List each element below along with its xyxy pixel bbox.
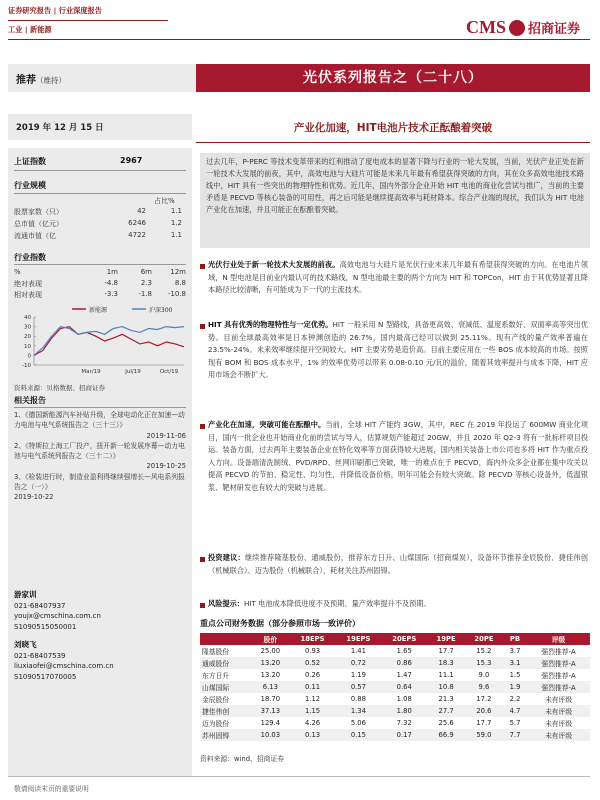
table-cell: 强烈推荐-A [527, 657, 590, 669]
table-row [200, 705, 590, 717]
table-cell: 9.6 [465, 681, 503, 693]
table-cell: 0.88 [350, 695, 366, 703]
bullet-5 [208, 598, 588, 611]
related-title: 相关报告 [14, 396, 46, 405]
bullet-1 [208, 259, 588, 297]
table-cell: 0.17 [381, 729, 427, 741]
table-cell: 0.52 [290, 657, 336, 669]
table-cell: 6.13 [251, 681, 289, 693]
bullet-heading: 产业化在加速，突破可能在酝酿中。 [208, 420, 326, 429]
analyst-phone: 021-68407539 [14, 651, 66, 660]
scale-table [14, 207, 186, 243]
scale-row-pct: 1.1 [170, 231, 182, 239]
y-tick-label: -10 [22, 363, 31, 369]
table-cell: 2.2 [509, 695, 521, 703]
cms-logo [466, 17, 580, 38]
table-cell: 强烈推荐-A [541, 648, 576, 656]
bullet-square-icon [200, 324, 205, 329]
table-cell: 未有评级 [527, 729, 590, 741]
scale-row [14, 207, 186, 219]
table-cell: 3.1 [503, 657, 527, 669]
perf-row [14, 279, 186, 290]
table-cell: 13.20 [251, 657, 289, 669]
table-header-cell [200, 633, 251, 645]
scale-col-header: 占比% [154, 197, 175, 205]
scale-row-value: 6246 [128, 219, 146, 227]
table-cell: 5.7 [509, 719, 521, 727]
table-cell: 0.86 [381, 657, 427, 669]
perf-value: -10.8 [167, 290, 186, 298]
table-cell: 通威股份 [200, 657, 251, 669]
table-cell: 7.32 [396, 719, 412, 727]
report-type: 证券研究报告 | 行业深度报告 [8, 6, 102, 15]
scale-row [14, 231, 186, 243]
table-cell: 0.26 [304, 671, 321, 679]
perf-value: -4.8 [104, 279, 118, 287]
table-cell: 隆基股份 [202, 648, 230, 656]
table-cell: 迈为股份 [202, 720, 230, 728]
table-cell: 25.6 [438, 719, 454, 727]
table-row [200, 645, 590, 657]
table-row [200, 669, 590, 681]
table-cell: 1.5 [509, 671, 521, 679]
table-cell: 37.13 [251, 705, 289, 717]
table-cell: 0.15 [335, 729, 381, 741]
perf-row-label: 绝对表现 [14, 280, 42, 288]
table-cell: 强烈推荐-A [527, 681, 590, 693]
table-cell: 9.0 [478, 671, 490, 679]
table-cell: 129.4 [260, 719, 281, 727]
scale-row-label: 流通市值（亿 [14, 232, 56, 240]
sidebar-divider [14, 170, 186, 171]
y-tick-label: 30 [24, 324, 31, 331]
table-cell: 4.26 [304, 719, 321, 727]
industry-label: 工业 | 新能源 [8, 25, 52, 34]
table-cell: 1.65 [396, 647, 412, 655]
bullet-heading: HIT 具有优秀的物理特性与一定优势。 [208, 320, 333, 329]
table-row [200, 681, 590, 693]
logo-emblem-icon [509, 20, 525, 36]
table-cell: 金辰股份 [202, 696, 230, 704]
company-financials-table [200, 633, 590, 741]
table-cell: 0.93 [304, 647, 321, 655]
related-report-date: 2019-11-06 [146, 431, 186, 440]
index-value: 2967 [120, 156, 143, 165]
table-cell: 强烈推荐-A [541, 672, 576, 680]
table-cell: 17.2 [476, 695, 492, 703]
summary-box: 过去几年，P-PERC 等技术变革带来的红利推动了度电成本的显著下降与行业的一轮大发展，当前，光伏产业正处在新一轮技术大发展的前夜，其中，高效电池与大硅片可能是未来几年最有希望获得突破的方向，其在众多高效电池技术路线中，HIT 具有一些突出的物理特性和优势。近几年，国内外部分企业开始 HIT 电池的商业化尝试与推广，当前的主要矛盾是 PECVD 等核心装备的可用性，再之后可能是继续提高效率与耗材降本。综合产业端的现状，我们认为 HIT 电池产业化在加速，并且可能正在酝酿着突破。 [200, 153, 590, 248]
perf-value: -3.3 [104, 290, 118, 298]
perf-col: 1m [106, 268, 118, 276]
table-cell: 0.11 [290, 681, 336, 693]
perf-value: -1.8 [138, 290, 152, 298]
perf-col: 6m [140, 268, 152, 276]
table-cell: 11.1 [438, 671, 454, 679]
table-cell: 15.2 [476, 647, 492, 655]
table-cell: 0.13 [290, 729, 336, 741]
logo-cn-text: 招商证券 [528, 22, 581, 37]
table-cell: 17.7 [438, 647, 454, 655]
table-cell: 1.47 [396, 671, 412, 679]
bullet-heading: 投资建议： [208, 553, 245, 562]
perf-row-label: 相对表现 [14, 291, 42, 299]
x-tick-label: Mar/19 [81, 369, 101, 375]
related-report-link[interactable]: 3、《检装进行时，制造业盈利得继续强增长—风电系列报告之（一）》 [14, 472, 185, 492]
perf-col: 12m [170, 268, 186, 276]
table-cell: 5.06 [350, 719, 366, 727]
table-row [200, 657, 590, 669]
bullet-2 [208, 319, 588, 382]
report-title: 光伏系列报告之（二十八） [303, 70, 483, 86]
table-header-cell: 评级 [527, 633, 590, 645]
table-cell: 25.00 [260, 647, 281, 655]
analyst-email[interactable]: youjx@cmschina.com.cn [14, 612, 101, 620]
table-cell: 4.7 [503, 705, 527, 717]
table-header-cell: 股价 [251, 633, 289, 645]
table-cell: 10.03 [251, 729, 289, 741]
x-tick-label: Oct/19 [159, 369, 179, 375]
table-cell: 7.7 [503, 729, 527, 741]
table-header-cell: 19EPS [335, 633, 381, 645]
perf-rule [14, 264, 186, 265]
rating [16, 71, 66, 86]
bullet-text: HIT 一般采用 N 型路线，具备更高效、衰减低、温度系数好、双面率高等突出优势。目前全球最高效率是日本钟渊创造的 26.7%，国内最高已经可以做到 25.11%。现有产线的量产效率普遍在 23.5%-24%。未来效率继续提升空间较大。HIT 主要劣势是造价高。目前主要应用在一些 BOS 成本较高的市场。按照现有 BOM 和 BOS 成本水平，1% 的效率优势可以带来 0.08-0.10 元/瓦的溢价，随着其效率提升与成本下降，HIT 应用市场会不断扩大。 [208, 320, 588, 380]
table-row [200, 693, 590, 705]
header-rule [8, 39, 590, 40]
scale-rule [14, 193, 186, 194]
table-cell: 59.0 [465, 729, 503, 741]
header-divider [8, 20, 168, 21]
scale-row-pct: 1.2 [170, 219, 182, 227]
index-performance-chart [12, 303, 190, 377]
perf-value: 2.3 [140, 279, 152, 287]
table-cell: 未有评级 [544, 720, 573, 728]
table-cell: 10.8 [427, 681, 465, 693]
related-report-date: 2019-10-25 [146, 462, 186, 471]
subtitle-rule [196, 142, 590, 143]
table-cell: 1.34 [335, 705, 381, 717]
analyst-license: S1090515050001 [14, 622, 77, 631]
table-cell: 未有评级 [544, 696, 573, 704]
related-rule [14, 407, 186, 408]
table-cell: 0.64 [381, 681, 427, 693]
perf-header-row [14, 268, 186, 279]
table-cell: 未有评级 [527, 705, 590, 717]
index-label: 上证指数 [14, 157, 46, 166]
table-cell: 1.9 [503, 681, 527, 693]
table-header-cell: 18EPS [290, 633, 336, 645]
table-cell: 13.20 [260, 671, 281, 679]
scale-row-value: 4722 [128, 231, 146, 239]
table-cell: 17.7 [476, 719, 492, 727]
table-cell: 0.57 [335, 681, 381, 693]
table-row [200, 729, 590, 741]
bullet-3 [208, 419, 588, 495]
related-list [14, 410, 186, 503]
bullet-square-icon [200, 557, 205, 562]
related-report-date: 2019-10-22 [14, 493, 54, 502]
legend-label: 新能源 [89, 307, 108, 314]
report-subtitle: 产业化加速，HIT电池片技术正酝酿着突破 [293, 122, 493, 134]
scale-title: 行业规模 [14, 181, 46, 190]
analyst-license: S1090517070005 [14, 672, 77, 681]
y-tick-label: 20 [24, 334, 31, 341]
perf-title: 行业指数 [14, 253, 46, 262]
table-cell: 山煤国际 [200, 681, 251, 693]
bullet-heading: 风险提示： [208, 599, 244, 608]
table-header-row [200, 633, 590, 645]
table-cell: 3.7 [509, 647, 521, 655]
bullet-text: 高效电池与大硅片是光伏行业未来几年最有希望获得突破的方向。在电池片领域，N 型电池是目前业内最认可的技术路线，N 型电池最主要的两个方向为 HIT 和 TOPCon，HIT 由于其优势显著且降本路径比较清晰，有可能成为下一代的主流技术。 [208, 260, 588, 295]
scale-row-value: 42 [137, 207, 146, 215]
legend-label: 沪深300 [149, 307, 173, 314]
table-cell: 1.15 [290, 705, 336, 717]
analyst-name: 刘晓飞 [14, 640, 37, 649]
table-cell: 1.08 [396, 695, 412, 703]
table-cell: 18.3 [427, 657, 465, 669]
table-source: 资料来源：wind、招商证券 [200, 755, 285, 763]
perf-row [14, 290, 186, 301]
table-row [200, 717, 590, 729]
chart-source: 资料来源：贝格数据、招商证券 [14, 384, 105, 392]
y-tick-label: 0 [27, 353, 31, 360]
scale-row [14, 219, 186, 231]
logo-cms-text: CMS [466, 17, 506, 37]
perf-value: 8.8 [174, 279, 186, 287]
y-tick-label: 10 [24, 343, 31, 350]
table-cell: 1.19 [350, 671, 366, 679]
analyst-phone: 021-68407937 [14, 601, 66, 610]
table-cell: 18.70 [260, 695, 281, 703]
footer-note: 敬请阅读末页的重要说明 [14, 785, 89, 793]
table-cell: 1.41 [350, 647, 366, 655]
bullet-square-icon [200, 264, 205, 269]
scale-row-pct: 1.1 [170, 207, 182, 215]
bullet-text: 继续推荐隆基股份、通威股份，推荐东方日升、山煤国际（招商煤炭），设备环节推荐金辰股份、捷佳伟创（机械联合）、迈为股份（机械联合），耗材关注苏州固锝。 [208, 553, 588, 575]
scale-row-label: 总市值（亿元） [14, 220, 63, 228]
table-header-cell: 19PE [427, 633, 465, 645]
report-date: 2019 年 12 月 15 日 [16, 123, 104, 133]
bullet-square-icon [200, 424, 205, 429]
perf-table [14, 268, 186, 301]
analysts [14, 590, 186, 682]
scale-row-label: 股票家数（只） [14, 208, 63, 216]
table-cell: 苏州固锝 [200, 729, 251, 741]
y-tick-label: 40 [24, 315, 31, 321]
bullet-heading: 光伏行业处于新一轮技术大发展的前夜。 [208, 260, 340, 269]
table-cell: 东方日升 [202, 672, 230, 680]
table-cell: 捷佳伟创 [200, 705, 251, 717]
table-cell: 0.72 [335, 657, 381, 669]
bullet-square-icon [200, 603, 205, 608]
analyst-email[interactable]: liuxiaofei@cmschina.com.cn [14, 662, 114, 670]
footer-rule [8, 776, 590, 777]
bullet-text: 当前，全球 HIT 产能约 3GW，其中，REC 在 2019 年投运了 600MW 商业化项目，国内一批企业也开始商业化前的尝试与导入，估算规划产能超过 20GW，并且 2020 年 Q2-3 将有一批标杆项目投运。装备方面，过去两年主要装备企业在特化效率等方面获得较大进展，国内相关装备上市公司也多将 HIT 作为重点投入方向。设备端清洗制绒、PVD/RPD、丝网印刷都已突破，唯一的难点在于 PECVD，海内外众多企业都在集中攻关以提高 PECVD 的节拍、稳定性、均匀性，并降低设备价格，明年可能会有较大突破。除 PECVD 等核心设备外，低温银浆、靶材研发也有较大的突破与进展。 [208, 420, 588, 492]
table-cell: 1.80 [381, 705, 427, 717]
table-cell: 20.6 [465, 705, 503, 717]
table-cell: 21.3 [438, 695, 454, 703]
table-cell: 1.12 [304, 695, 321, 703]
perf-col: % [14, 268, 21, 276]
related-report-link[interactable]: 2、《特斯拉上海工厂投产，扭开新一轮发展序幕—动力电池与电气系统列报告之（三十二）》 [14, 441, 185, 461]
table-cell: 15.3 [465, 657, 503, 669]
analyst-name: 游家训 [14, 590, 37, 599]
rating-value: 推荐 [16, 75, 36, 86]
table-header-cell: PB [503, 633, 527, 645]
x-tick-label: Jul/19 [125, 369, 141, 375]
table-header-cell: 20PE [465, 633, 503, 645]
bullet-4 [208, 552, 588, 577]
table-title: 重点公司财务数据（部分参照市场一致评价） [200, 619, 360, 628]
rating-note: （维持） [36, 76, 66, 85]
series-line [34, 327, 184, 356]
related-report-link[interactable]: 1、《德国新能源汽车补贴升级，全球电动化正在加速—动力电池与电气系统报告之（三十三）》 [14, 411, 185, 430]
bullet-text: HIT 电池成本降低进度不及预期、量产效率提升不及预期。 [243, 599, 431, 608]
table-cell: 27.7 [427, 705, 465, 717]
table-cell: 66.9 [427, 729, 465, 741]
table-header-cell: 20EPS [381, 633, 427, 645]
